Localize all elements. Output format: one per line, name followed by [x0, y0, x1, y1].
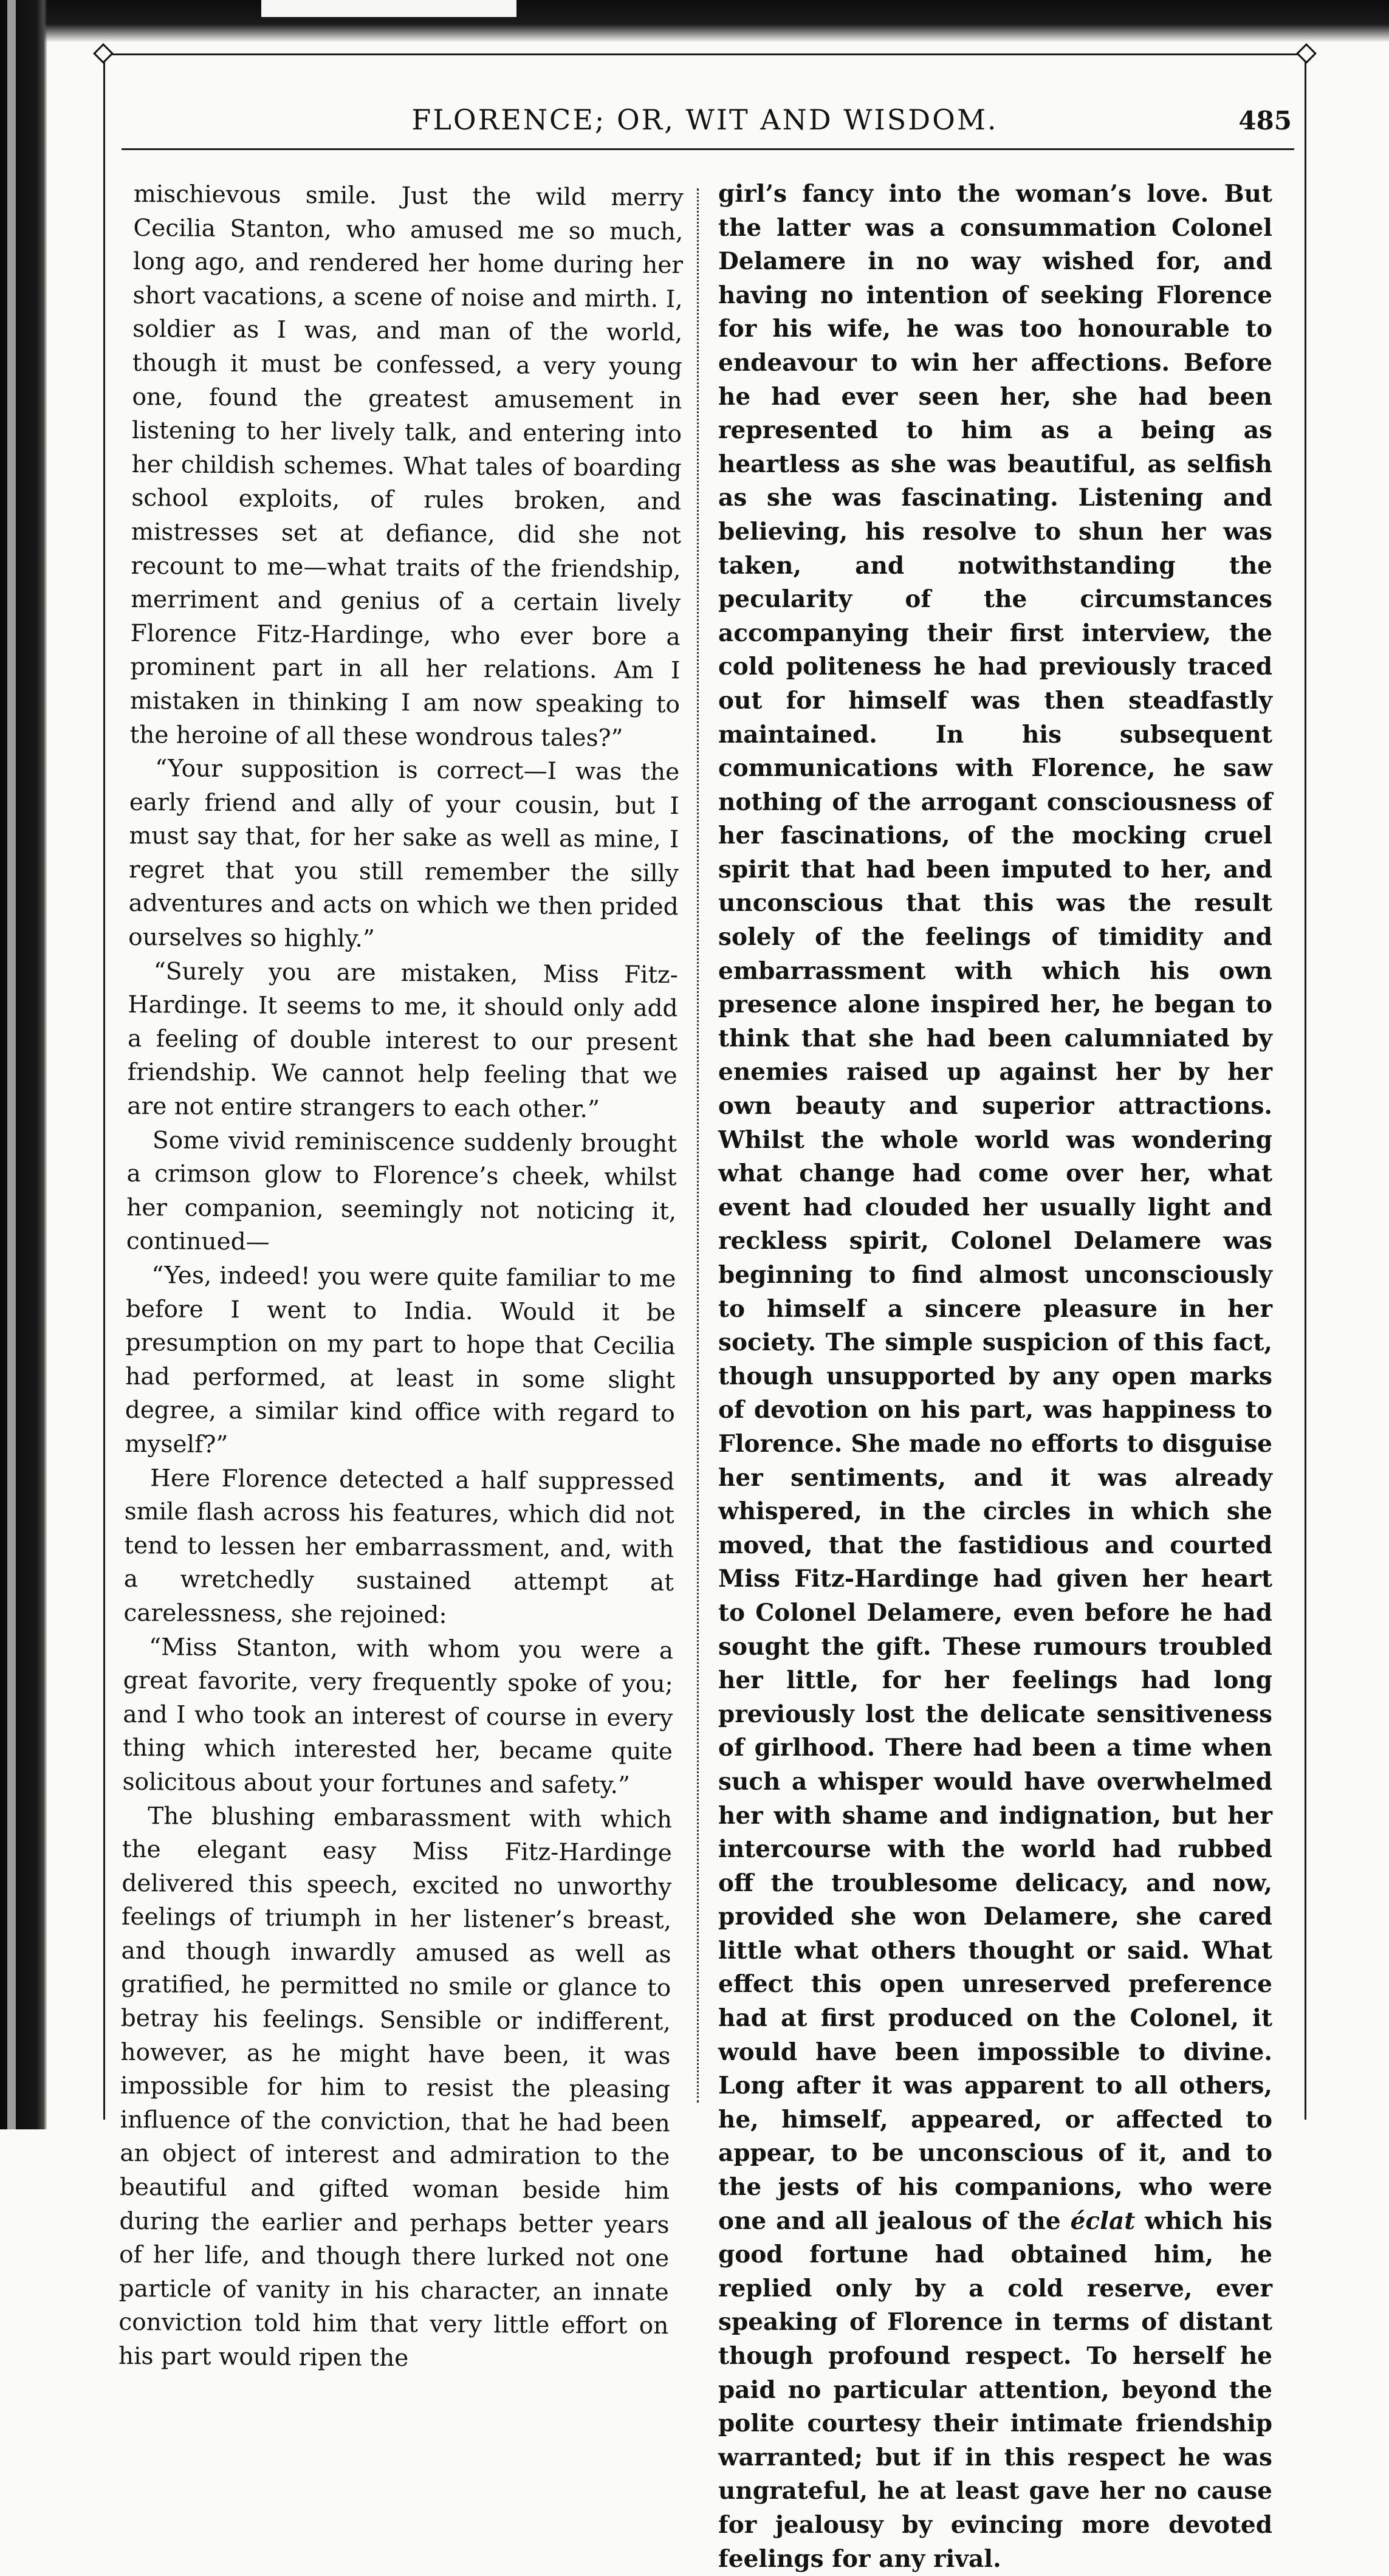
frame-corner-ornament-left	[93, 43, 114, 64]
scan-top-gap	[261, 0, 516, 17]
scan-binding-highlight	[7, 0, 16, 2129]
scan-top-smudge	[0, 0, 1389, 43]
paragraph: “Miss Stanton, with whom you were a great favorite, very frequently spoke of you; and I who took an interest of course in every thing which interested her, became quite solicitous about your fortunes and safety.”	[122, 1633, 674, 1799]
left-column	[118, 177, 684, 2377]
paragraph	[718, 177, 1272, 2576]
paragraph: mischievous smile. Just the wild merry Cecilia Stanton, who amused me so much, long ago, and rendered her home during her short vacations, a scene of noise and mirth. I, soldier as I was, and man of the world, though it must be confessed, a very young one, found the greatest amusement in listening to her lively talk, and entering into her childish schemes. What tales of boarding school exploits, of rules broken, and mistresses set at defiance, did she not recount to me—what traits of the friendship, merriment and genius of a certain lively Florence Fitz-Hardinge, who ever bore a prominent part in all her relations. Am I mistaken in thinking I am now speaking to the heroine of all these wondrous tales?”	[129, 180, 684, 752]
header-rule	[122, 148, 1294, 150]
paragraph: “Surely you are mistaken, Miss Fitz-Hardinge. It seems to me, it should only add a feeling of double interest to our present friendship. We cannot help feeling that we are not entire strangers to each other.”	[127, 957, 679, 1124]
paragraph-text: girl’s fancy into the woman’s love. But the latter was a consummation Colonel Delamere in no way wished for, and having no intention of seeking Florence for his wife, he was too honourable to endeavour to win her affections. Before he had ever seen her, she had been represented to him as a being as heartless as she was beautiful, as selfish as she was fascinating. Listening and believing, his resolve to shun her was taken, and notwithstanding the pecularity of the circumstances accompanying their first interview, the cold politeness he had previously traced out for himself was then steadfastly maintained. In his subsequent communications with Florence, he saw nothing of the arrogant consciousness of her fascinations, of the mocking cruel spirit that had been imputed to her, and unconscious that this was the result solely of the feelings of timidity and embarrassment with which his own presence alone inspired her, he began to think that she had been calumniated by enemies raised up against her by her own beauty and superior attractions. Whilst the whole world was wondering what change had come over her, what event had clouded her usually light and reckless spirit, Colonel Delamere was beginning to find almost unconsciously to himself a sincere pleasure in her society. The simple suspicion of this fact, though unsupported by any open marks of devotion on his part, was happiness to Florence. She made no efforts to disguise her sentiments, and it was already whispered, in the circles in which she moved, that the fastidious and courted Miss Fitz-Hardinge had given her heart to Colonel Delamere, even before he had sought the gift. These rumours troubled her little, for her feelings had long previously lost the delicate sensitiveness of girlhood. There had been a time when such a whisper would have overwhelmed her with shame and indignation, but her intercourse with the world had rubbed off the troublesome delicacy, and now, provided she won Delamere, she cared little what others thought or said. What effect this open unreserved preference had at first produced on the Colonel, it would have been impossible to divine. Long after it was apparent to all others, he, himself, appeared, or affected to appear, to be unconscious of it, and to the jests of his companions, who were one and all jealous of the	[718, 180, 1272, 2235]
paragraph: Here Florence detected a half suppressed smile flash across his features, which did not tend to lessen her embarrassment, and, with a wretchedly sustained attempt at carelessness, she rejoined:	[123, 1464, 675, 1629]
right-column	[718, 177, 1272, 2576]
paragraph: “Your supposition is correct—I was the early friend and ally of your cousin, but I must say that, for her sake as well as mine, I regret that you still remember the silly adventures and acts on which we then prided ourselves so highly.”	[128, 755, 680, 953]
frame-corner-ornament-right	[1296, 43, 1317, 64]
paragraph: “Yes, indeed! you were quite familiar to me before I went to India. Would it be presumption on my part to hope that Cecilia had performed, at least in some slight degree, a similar kind office with regard to myself?”	[125, 1262, 676, 1459]
frame-right-rule	[1305, 53, 1306, 2120]
frame-left-rule	[103, 53, 105, 2120]
page-title: FLORENCE; OR, WIT AND WISDOM.	[411, 103, 998, 136]
paragraph: The blushing embarassment with which the elegant easy Miss Fitz-Hardinge delivered this speech, excited no unworthy feelings of triumph in her listener’s breast, and though inwardly amused as well as gratified, he permitted no smile or glance to betray his feelings. Sensible or indifferent, however, as he might have been, it was impossible for him to resist the pleasing influence of the conviction, that he had been an object of interest and admiration to the beautiful and gifted woman beside him during the earlier and perhaps better years of her life, and though there lurked not one particle of vanity in his character, an innate conviction told him that very little effort on his part would ripen the	[118, 1802, 673, 2372]
running-header	[103, 103, 1306, 152]
paragraph: Some vivid reminiscence suddenly brought a crimson glow to Florence’s cheek, whilst her companion, seemingly not noticing it, continued—	[126, 1126, 677, 1257]
paragraph-text: which his good fortune had obtained him, he replied only by a cold reserve, ever speaking of Florence in terms of distant though profound respect. To herself he paid no particular attention, beyond the polite courtesy their intimate friendship warranted; but if in this respect he was ungrateful, he at least gave her no cause for jealousy by evincing more devoted feelings for any rival.	[718, 2207, 1273, 2573]
frame-top-rule	[103, 53, 1306, 55]
italic-word: éclat	[1070, 2207, 1136, 2235]
column-divider	[697, 188, 699, 2103]
page-number: 485	[1238, 106, 1292, 136]
